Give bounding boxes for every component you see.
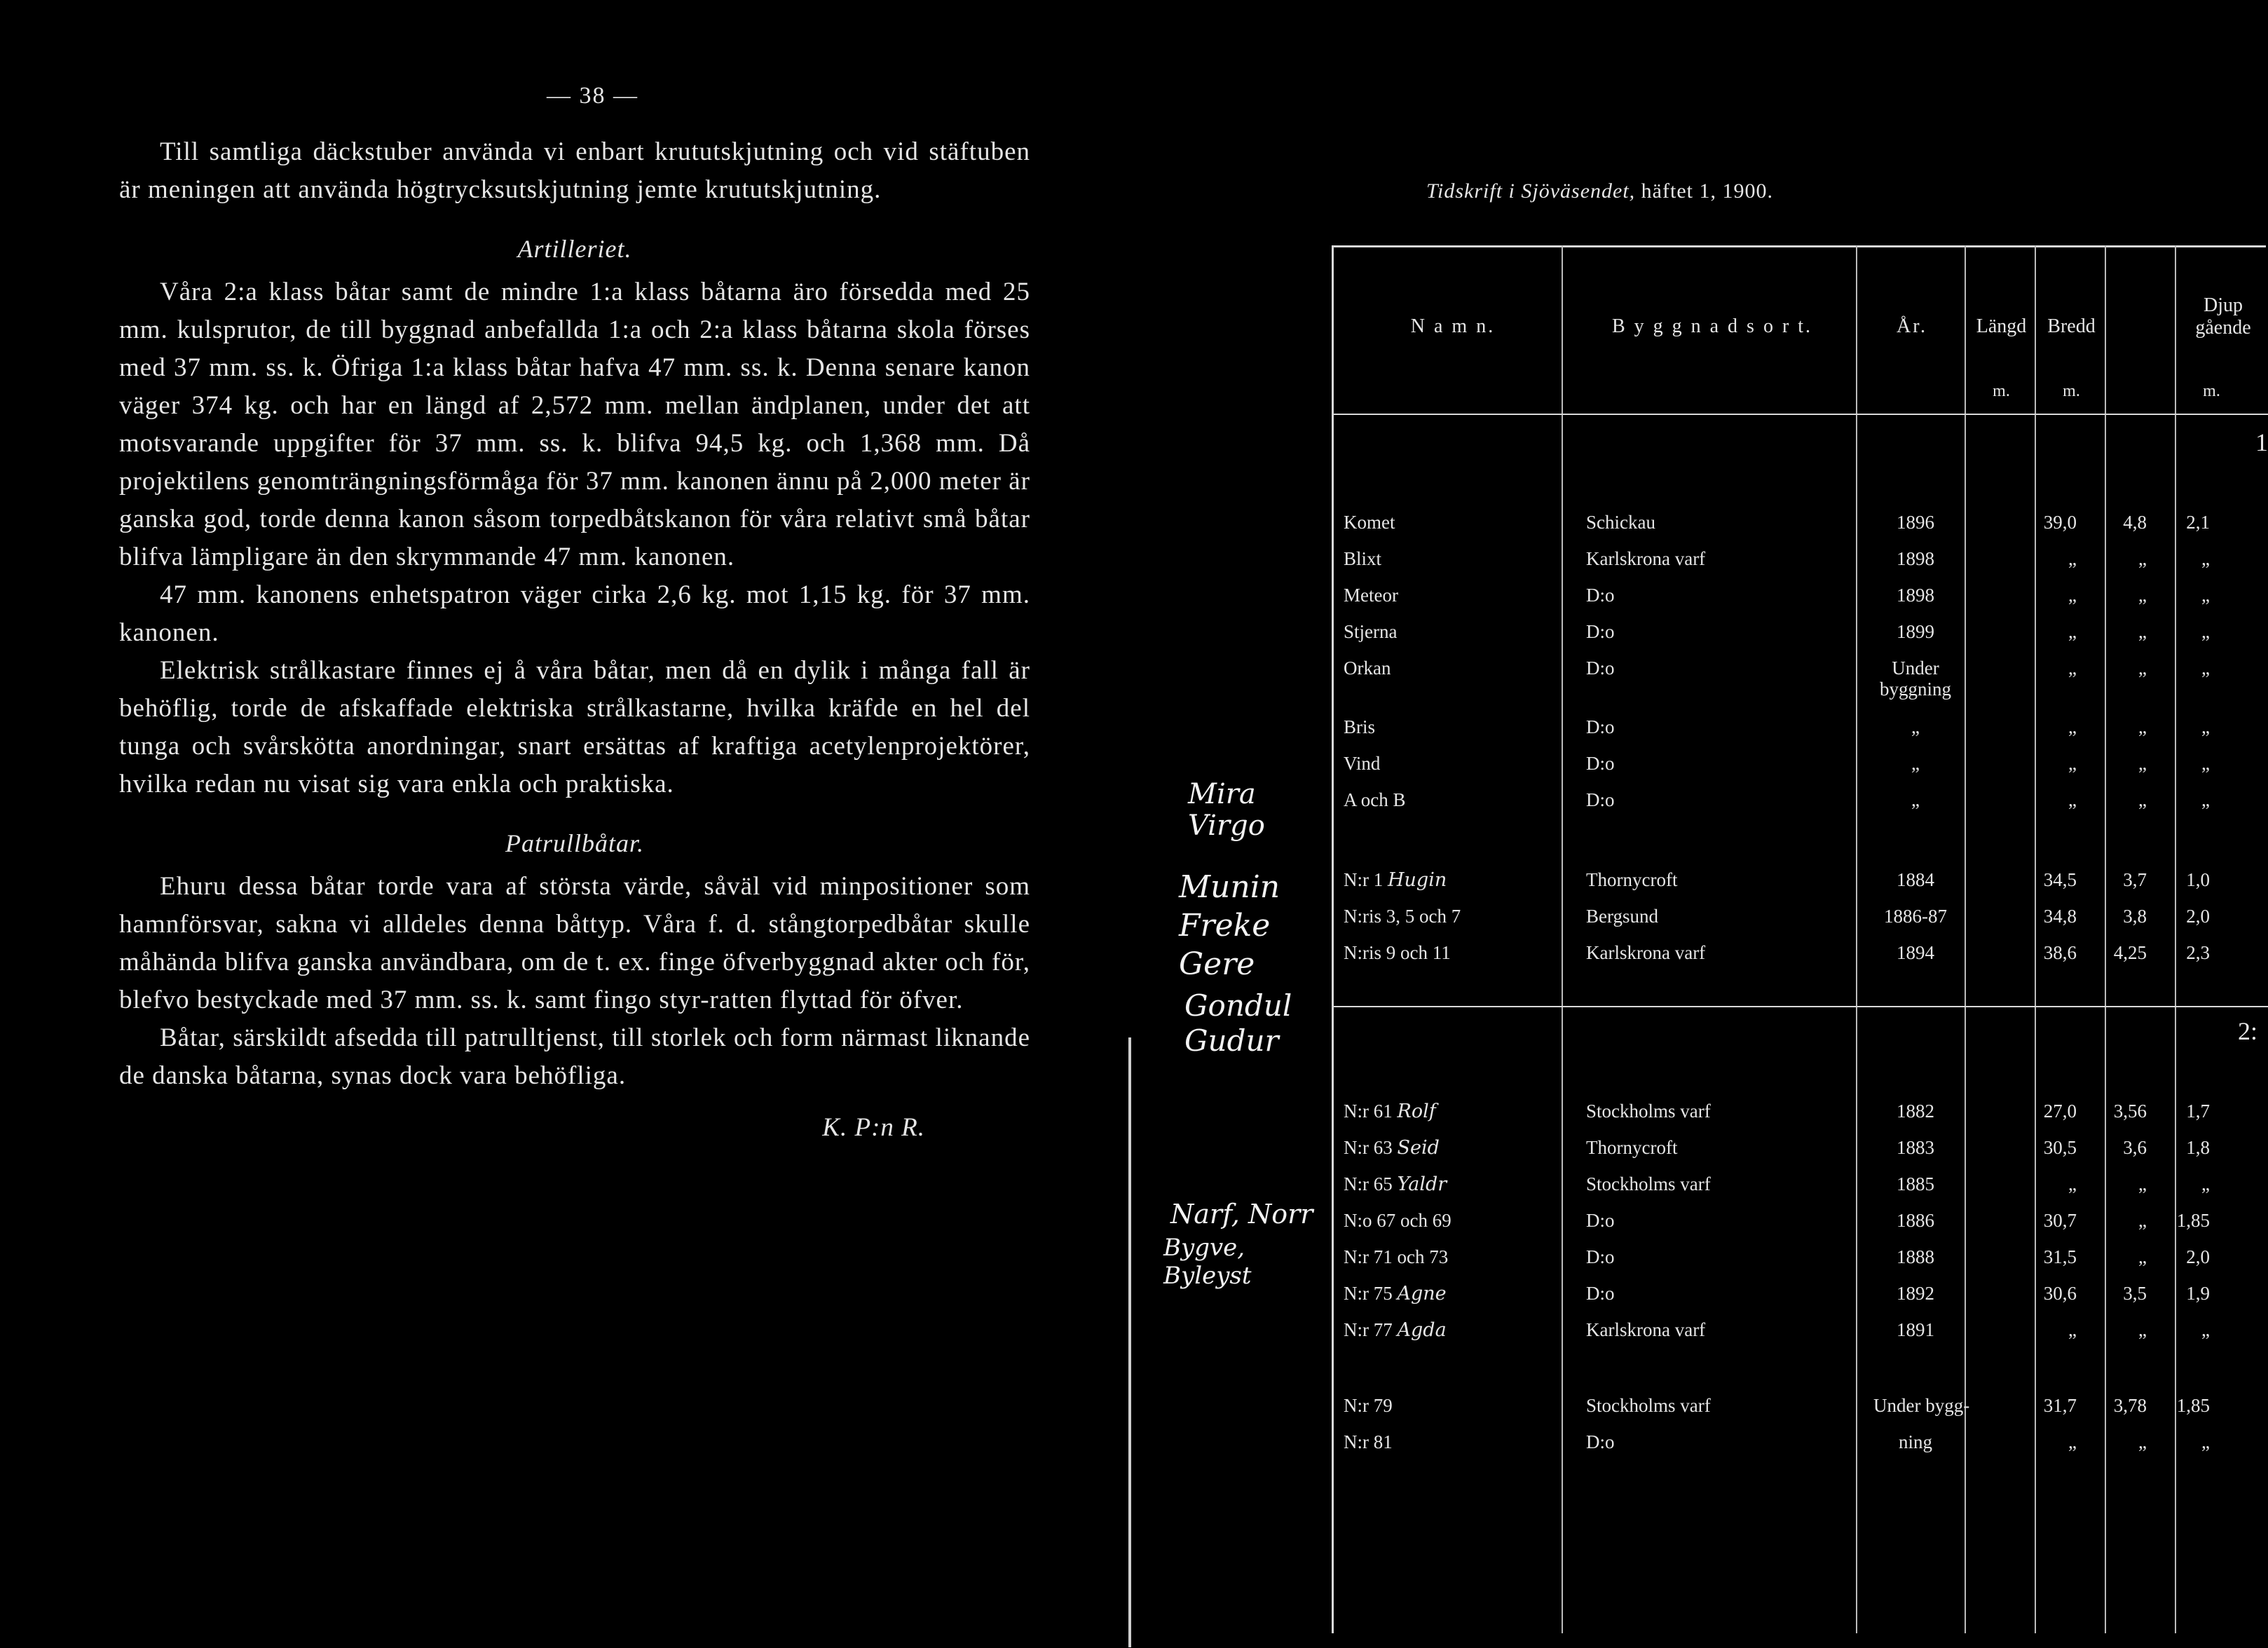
paragraph-3: 47 mm. kanonens enhetspatron väger cirka 2,6 kg. mot 1,15 kg. för 37 mm. kanonen.	[119, 580, 1030, 647]
issue-info: häftet 1, 1900.	[1635, 179, 1773, 203]
cell-width: 3,78	[2113, 1395, 2147, 1416]
section-rule	[1334, 1006, 2268, 1007]
cell-type: D:o	[1586, 753, 1615, 774]
cell-depth: 1,0	[2186, 869, 2210, 890]
cell-year: 1886	[1897, 1210, 1934, 1231]
unit-depth: m.	[2203, 382, 2220, 400]
cell-name: Blixt	[1344, 548, 1382, 569]
section-mark-1: 1	[2255, 428, 2268, 456]
cell-length: 27,0	[2043, 1101, 2077, 1122]
cell-depth: 1,9	[2186, 1283, 2210, 1304]
table-row	[1334, 753, 2268, 789]
cell-name	[1344, 869, 1554, 891]
cell-year: Under byggning	[1879, 658, 1951, 700]
cell-width: 3,7	[2123, 869, 2147, 890]
cell-depth: 1,8	[2186, 1137, 2210, 1158]
cell-depth: 2,1	[2186, 512, 2210, 533]
cell-type: Karlskrona varf	[1586, 548, 1706, 569]
header-year: År.	[1897, 315, 1927, 337]
cell-year: 1891	[1897, 1319, 1934, 1340]
cell-depth: „	[2201, 548, 2210, 569]
margin-note-mira: Mira	[1188, 778, 1256, 810]
cell-depth: „	[2201, 1319, 2210, 1340]
cell-width: „	[2138, 1319, 2147, 1340]
table-row	[1334, 906, 2268, 942]
cell-name-handwritten: Yaldr	[1397, 1173, 1447, 1195]
paragraph-5: Ehuru dessa båtar torde vara af största värde, såväl vid minpositioner som hamnförsvar, sakna vi alldeles denna båttyp. Våra f. d. stångtorpedbåtar skulle måhända blifva ganska användbara, om de t. ex. finge öfverbyggnad akter och för, blefvo bestyckade med 37 mm. ss. k. samt fingo styr-ratten flyttad för öfver.	[119, 872, 1030, 1014]
cell-depth: „	[2201, 716, 2210, 737]
cell-width: „	[2138, 658, 2147, 679]
cell-depth: 1,7	[2186, 1101, 2210, 1122]
cell-name: N:r 81	[1344, 1431, 1393, 1452]
unit-width: m.	[2063, 382, 2080, 400]
cell-length: 34,8	[2043, 906, 2077, 927]
cell-type: Stockholms varf	[1586, 1395, 1711, 1416]
paragraph-6: Båtar, särskildt afsedda till patrulltjenst, till storlek och form närmast liknande de danska båtarna, synas dock vara behöfliga.	[119, 1023, 1030, 1090]
cell-type: Thornycroft	[1586, 869, 1678, 890]
cell-width: „	[2138, 716, 2147, 737]
cell-width: „	[2138, 789, 2147, 810]
cell-width: 3,56	[2113, 1101, 2147, 1122]
margin-notes	[1121, 736, 1332, 1647]
cell-name: N:ris 9 och 11	[1344, 942, 1451, 963]
cell-name: Meteor	[1344, 585, 1398, 606]
cell-year: 1894	[1897, 942, 1934, 963]
cell-width: „	[2138, 1173, 2147, 1194]
running-head	[1426, 179, 1773, 203]
cell-type: Thornycroft	[1586, 1137, 1678, 1158]
paragraph-1: Till samtliga däckstuber använda vi enbart krututskjutning och vid stäftuben är meningen att använda högtrycksutskjutning jemte krututskjutning.	[119, 137, 1030, 204]
cell-width: „	[2138, 1431, 2147, 1452]
cell-length: 31,5	[2043, 1246, 2077, 1267]
cell-length: „	[2068, 789, 2077, 810]
body-text	[119, 133, 1030, 1147]
cell-depth: 2,0	[2186, 1246, 2210, 1267]
cell-type: D:o	[1586, 1246, 1615, 1267]
section-mark-2: 2:	[2238, 1017, 2258, 1045]
cell-length: 39,0	[2043, 512, 2077, 533]
cell-length: 30,7	[2043, 1210, 2077, 1231]
header-type: B y g g n a d s o r t.	[1611, 315, 1813, 337]
cell-name-printed: N:r 61	[1344, 1101, 1393, 1122]
unit-length: m.	[1993, 382, 2010, 400]
table-row	[1334, 1319, 2268, 1356]
cell-name-printed: N:r 1	[1344, 869, 1384, 890]
margin-note-bygve-byleyst: Bygve, Byleyst	[1163, 1234, 1252, 1290]
header-length: Längd	[1976, 315, 2027, 337]
cell-name: N:r 71 och 73	[1344, 1246, 1449, 1267]
cell-type: D:o	[1586, 585, 1615, 606]
cell-width: „	[2138, 753, 2147, 774]
cell-year: 1885	[1897, 1173, 1934, 1194]
cell-year: „	[1911, 789, 1920, 810]
table-row	[1334, 1173, 2268, 1210]
cell-type: Karlskrona varf	[1586, 1319, 1706, 1340]
cell-year: Under bygg-	[1873, 1395, 1970, 1416]
cell-depth: „	[2201, 621, 2210, 642]
cell-name: N:r 79	[1344, 1395, 1393, 1416]
cell-length: „	[2068, 585, 2077, 606]
cell-width: „	[2138, 1246, 2147, 1267]
margin-note-munin: Munin	[1179, 869, 1280, 905]
table-row	[1334, 658, 2268, 714]
cell-name-printed: N:r 77	[1344, 1319, 1393, 1340]
cell-year: 1892	[1897, 1283, 1934, 1304]
cell-year: 1898	[1897, 548, 1934, 569]
cell-width: „	[2138, 621, 2147, 642]
cell-name-handwritten: Rolf	[1397, 1101, 1436, 1122]
cell-type: D:o	[1586, 1210, 1615, 1231]
cell-width: 4,25	[2113, 942, 2147, 963]
cell-name: Bris	[1344, 716, 1376, 737]
cell-length: 30,5	[2043, 1137, 2077, 1158]
table-row	[1334, 1210, 2268, 1246]
cell-length: 30,6	[2043, 1283, 2077, 1304]
cell-name	[1344, 1319, 1554, 1341]
cell-depth: 1,85	[2176, 1395, 2210, 1416]
cell-name-handwritten: Agne	[1397, 1283, 1447, 1305]
cell-name-printed: N:r 65	[1344, 1173, 1393, 1194]
cell-type: D:o	[1586, 658, 1615, 679]
cell-depth: 2,3	[2186, 942, 2210, 963]
journal-title: Tidskrift i Sjöväsendet,	[1426, 179, 1636, 203]
cell-depth: „	[2201, 1431, 2210, 1452]
cell-width: 4,8	[2123, 512, 2147, 533]
cell-type: D:o	[1586, 716, 1615, 737]
cell-year: 1884	[1897, 869, 1934, 890]
right-page	[1332, 0, 2266, 1648]
cell-depth: „	[2201, 789, 2210, 810]
cell-name: N:o 67 och 69	[1344, 1210, 1451, 1231]
margin-note-gere: Gere	[1179, 946, 1255, 982]
header-bottom-rule	[1334, 414, 2268, 415]
cell-width: „	[2138, 1210, 2147, 1231]
signature: K. P:n R.	[822, 1113, 925, 1142]
cell-length: 31,7	[2043, 1395, 2077, 1416]
cell-depth: „	[2201, 1173, 2210, 1194]
page-number: — 38 —	[547, 83, 638, 109]
cell-name: N:ris 3, 5 och 7	[1344, 906, 1461, 927]
left-page	[0, 0, 1121, 1648]
header-name: N a m n.	[1410, 315, 1496, 337]
table-row	[1334, 1431, 2268, 1468]
margin-note-gondul: Gondul	[1184, 988, 1292, 1023]
cell-type: Schickau	[1586, 512, 1655, 533]
heading-patrullbatar: Patrullbåtar.	[505, 829, 645, 857]
table-row	[1334, 1101, 2268, 1137]
cell-length: 38,6	[2043, 942, 2077, 963]
table-row	[1334, 621, 2268, 658]
cell-year: „	[1911, 753, 1920, 774]
cell-name	[1344, 1283, 1554, 1305]
cell-year: 1888	[1897, 1246, 1934, 1267]
cell-name-handwritten: Hugin	[1388, 869, 1447, 891]
cell-length: „	[2068, 621, 2077, 642]
cell-type: Stockholms varf	[1586, 1101, 1711, 1122]
cell-name: A och B	[1344, 789, 1406, 810]
cell-name: Komet	[1344, 512, 1395, 533]
cell-name	[1344, 1137, 1554, 1159]
cell-name-printed: N:r 63	[1344, 1137, 1393, 1158]
cell-length: „	[2068, 658, 2077, 679]
cell-year: 1896	[1897, 512, 1934, 533]
margin-note-freke: Freke	[1179, 908, 1271, 944]
table-row	[1334, 716, 2268, 753]
table-row	[1334, 869, 2268, 906]
cell-year: 1898	[1897, 585, 1934, 606]
cell-name: Vind	[1344, 753, 1381, 774]
table-row	[1334, 1137, 2268, 1173]
cell-depth: 1,85	[2176, 1210, 2210, 1231]
cell-name-printed: N:r 75	[1344, 1283, 1393, 1304]
cell-length: „	[2068, 1319, 2077, 1340]
table-row	[1334, 789, 2268, 826]
cell-length: „	[2068, 1173, 2077, 1194]
cell-width: 3,5	[2123, 1283, 2147, 1304]
margin-note-gudur: Gudur	[1184, 1023, 1279, 1058]
cell-type: D:o	[1586, 1283, 1615, 1304]
cell-length: „	[2068, 716, 2077, 737]
paragraph-2: Våra 2:a klass båtar samt de mindre 1:a klass båtarna äro försedda med 25 mm. kulsprutor, de till byggnad anbefallda 1:a och 2:a klass båtarna skola förses med 37 mm. ss. k. Öfriga 1:a klass båtar hafva 47 mm. ss. k. Denna senare kanon väger 374 kg. och har en längd af 2,572 mm. mellan ändplanen, under det att motsvarande uppgifter för 37 mm. ss. k. blifva 94,5 kg. och 1,368 mm. Då projektilens genomträngningsförmåga för 37 mm. kanonen ännu på 2,000 meter är ganska god, torde denna kanon såsom torpedbåtskanon för våra relativt små båtar blifva lämpligare än den skrymmande 47 mm. kanonen.	[119, 278, 1030, 571]
cell-depth: „	[2201, 658, 2210, 679]
cell-length: „	[2068, 753, 2077, 774]
cell-name: Orkan	[1344, 658, 1391, 679]
cell-name: Stjerna	[1344, 621, 1398, 642]
table-row	[1334, 1395, 2268, 1431]
heading-artilleriet: Artilleriet.	[517, 235, 632, 263]
cell-type: D:o	[1586, 789, 1615, 810]
cell-length: 34,5	[2043, 869, 2077, 890]
cell-width: „	[2138, 585, 2147, 606]
paragraph-4: Elektrisk strålkastare finnes ej å våra båtar, men då en dylik i många fall är behöflig, torde de afskaffade elektriska strålkastarne, hvilka kräfde en hel del tunga och svårskötta anordningar, snart ersättas af kraftiga acetylenprojektörer, hvilka redan nu visat sig vara enkla och praktiska.	[119, 656, 1030, 798]
cell-name-handwritten: Agda	[1397, 1319, 1447, 1341]
cell-depth: 2,0	[2186, 906, 2210, 927]
cell-depth: „	[2201, 585, 2210, 606]
table-row	[1334, 548, 2268, 585]
cell-width: 3,6	[2123, 1137, 2147, 1158]
cell-year: ning	[1898, 1431, 1932, 1452]
header-depth: Djup gående	[2195, 294, 2251, 339]
cell-name	[1344, 1101, 1554, 1122]
gutter-line	[1128, 1037, 1131, 1647]
table-row	[1334, 585, 2268, 621]
margin-note-narf-norr: Narf, Norr	[1170, 1199, 1313, 1230]
cell-name	[1344, 1173, 1554, 1195]
cell-type: Stockholms varf	[1586, 1173, 1711, 1194]
margin-note-virgo: Virgo	[1188, 810, 1265, 842]
cell-length: „	[2068, 548, 2077, 569]
table-row	[1334, 1283, 2268, 1319]
table-row	[1334, 512, 2268, 548]
cell-type: D:o	[1586, 1431, 1615, 1452]
cell-depth: „	[2201, 753, 2210, 774]
cell-width: 3,8	[2123, 906, 2147, 927]
cell-year: 1882	[1897, 1101, 1934, 1122]
cell-type: Bergsund	[1586, 906, 1659, 927]
cell-type: D:o	[1586, 621, 1615, 642]
cell-width: „	[2138, 548, 2147, 569]
cell-name-handwritten: Seid	[1397, 1137, 1440, 1159]
table-row	[1334, 1246, 2268, 1283]
boat-table	[1332, 245, 2268, 1633]
cell-year: 1899	[1897, 621, 1934, 642]
cell-type: Karlskrona varf	[1586, 942, 1706, 963]
header-width: Bredd	[2047, 315, 2096, 337]
table-row	[1334, 942, 2268, 979]
cell-year: 1883	[1897, 1137, 1934, 1158]
cell-year: 1886-87	[1884, 906, 1947, 927]
cell-length: „	[2068, 1431, 2077, 1452]
cell-year: „	[1911, 716, 1920, 737]
